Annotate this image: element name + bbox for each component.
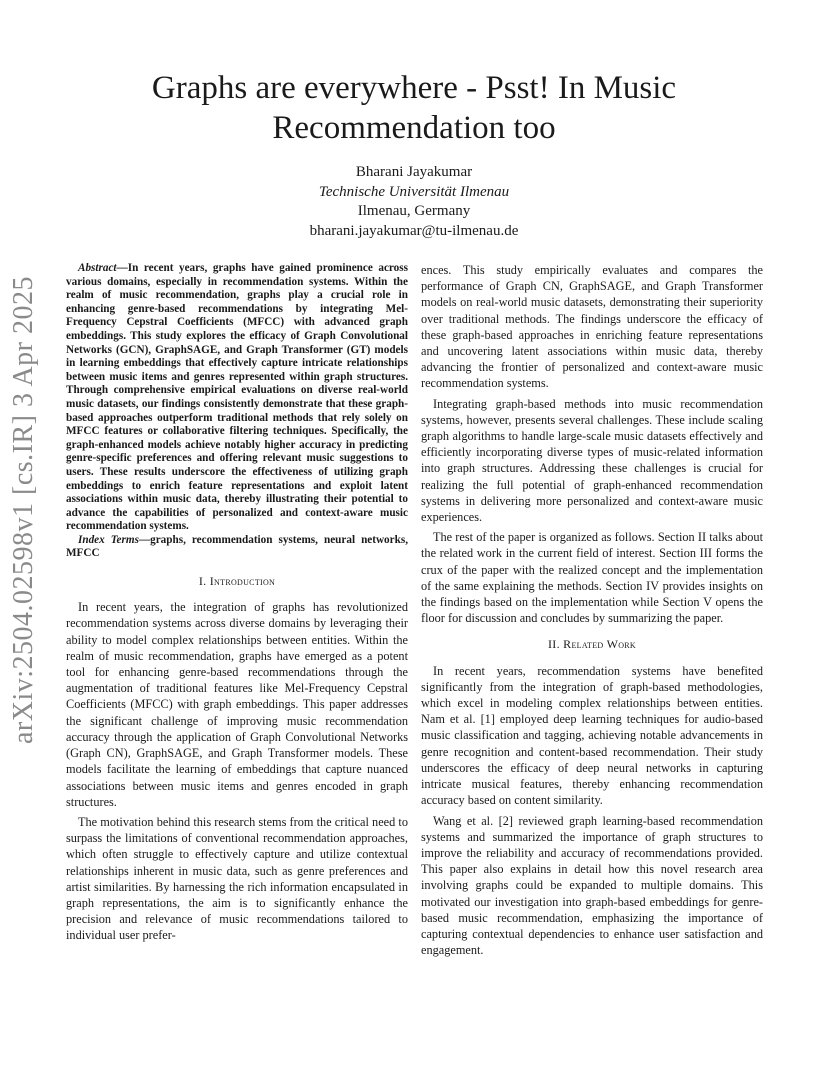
intro-paragraph-2: The motivation behind this research stems from the critical need to surpass the limitations of conventional recommendation approaches, which often struggle to effectively capture and utilize contextual relationships inherent in music data, such as genre preferences and artist similarities. By harnessing the rich information encapsulated in graph representations, the aim is to significantly enhance the precision and relevance of music recommendations tailored to individual user prefer- (66, 814, 408, 943)
author-name: Bharani Jayakumar (355, 164, 473, 180)
arxiv-identifier (4, 275, 44, 745)
related-paragraph-2: Wang et al. [2] reviewed graph learning-based recommendation systems and summarized the importance of graph structures to improve the reliability and accuracy of recommendations provided. This paper also explains in detail how this novel research area involving graphs could be expanded to multiple domains. This motivated our investigation into graph-based embeddings for genre-based music recommendation, emphasizing the importance of capturing contextual dependencies to enhance user satisfaction and engagement. (421, 813, 763, 958)
index-terms (66, 534, 408, 561)
abstract-text: —In recent years, graphs have gained prominence across various domains, especially in recommendation systems. Within the realm of music recommendation, graphs play a crucial role in enhancing genre-based recommendations by integrating Mel-Frequency Cepstral Coefficients (MFCC) with advanced graph embeddings. This study explores the efficacy of Graph Convolutional Networks (GCN), GraphSAGE, and Graph Transformer (GT) models in learning embeddings that effectively capture intricate relationships between music items and genres represented within graph structures. Through comprehensive empirical evaluations on diverse real-world music datasets, our findings consistently demonstrate that these graph-based approaches outperform traditional methods that rely solely on MFCC features or collaborative filtering techniques. Specifically, the graph-enhanced models achieve notably higher accuracy in predicting genre-specific preferences and offering relevant music suggestions to users. These results underscore the effectiveness of utilizing graph embeddings to enrich feature representations and exploit latent associations within music data, thereby illustrating their potential to advance the capabilities of personalized and context-aware music recommendation systems. (66, 262, 408, 533)
author-location: Ilmenau, Germany (357, 203, 471, 219)
section-heading-related-work: II. Related Work (547, 637, 636, 652)
related-paragraph-1: In recent years, recommendation systems have benefited significantly from the integration of graph-based methodologies, which excel in modeling complex relationships between entities. Nam et al. [1] employed deep learning techniques for audio-based music classification and tagging, achieving notable advancements in genre recognition and content-based recommendation. Their study underscores the efficacy of deep neural networks in capturing intricate musical features, thereby enhancing recommendation accuracy based on content similarity. (421, 663, 763, 808)
author-block (60, 163, 768, 241)
right-column (421, 262, 763, 962)
left-column (66, 262, 408, 948)
section-heading-introduction: I. Introduction (198, 574, 276, 589)
index-terms-label: Index Terms (78, 533, 139, 546)
author-affiliation: Technische Universität Ilmenau (318, 183, 510, 200)
intro-paragraph-2-cont: ences. This study empirically evaluates and compares the performance of Graph CN, GraphSAGE, and Graph Transformer models on real-world music datasets, demonstrating their superiority over traditional methods. The findings underscore the efficacy of these graph-based approaches in enriching feature representations and uncovering latent associations within music data, thereby advancing the frontier of personalized and context-aware music recommendation systems. (421, 263, 763, 391)
intro-paragraph-1: In recent years, the integration of graphs has revolutionized recommendation systems across diverse domains by leveraging their ability to model complex relationships between entities. Within the realm of music recommendation, graphs have emerged as a potent tool for enhancing genre-based recommendations through the augmentation of traditional features like Mel-Frequency Cepstral Coefficients (MFCC) with graph embeddings. This paper addresses the significant challenge of improving music recommendation accuracy through the application of Graph Convolutional Networks (Graph CN), GraphSAGE, and Graph Transformer models. These models facilitate the learning of embeddings that capture nuanced associations between music items and genres encoded in graph structures. (66, 600, 408, 809)
abstract-label: Abstract (78, 262, 117, 274)
intro-paragraph-4: The rest of the paper is organized as follows. Section II talks about the related work in the current field of interest. Section III forms the crux of the paper with the realized concept and the implementation of the same explaining the methods. Section IV provides insights on the findings based on the implementation while Section V opens the floor for discussion and concludes by summarizing the paper. (421, 530, 763, 626)
author-email: bharani.jayakumar@tu-ilmenau.de (309, 222, 519, 239)
intro-paragraph-3: Integrating graph-based methods into music recommendation systems, however, presents several challenges. These include scaling graph algorithms to handle large-scale music datasets effectively and efficiently incorporating diverse types of music-related information into graph structures. Addressing these challenges is crucial for realizing the full potential of graph-enhanced recommendation systems in delivering more personalized and context-aware music experiences. (421, 396, 763, 525)
index-terms-text: —graphs, recommendation systems, neural networks, MFCC (66, 533, 408, 560)
arxiv-id-text: arXiv:2504.02598v1 [cs.IR] 3 Apr 2025 (8, 275, 40, 745)
paper-title: Graphs are everywhere - Psst! In Music Recommendation too (151, 70, 677, 146)
abstract (66, 262, 408, 534)
